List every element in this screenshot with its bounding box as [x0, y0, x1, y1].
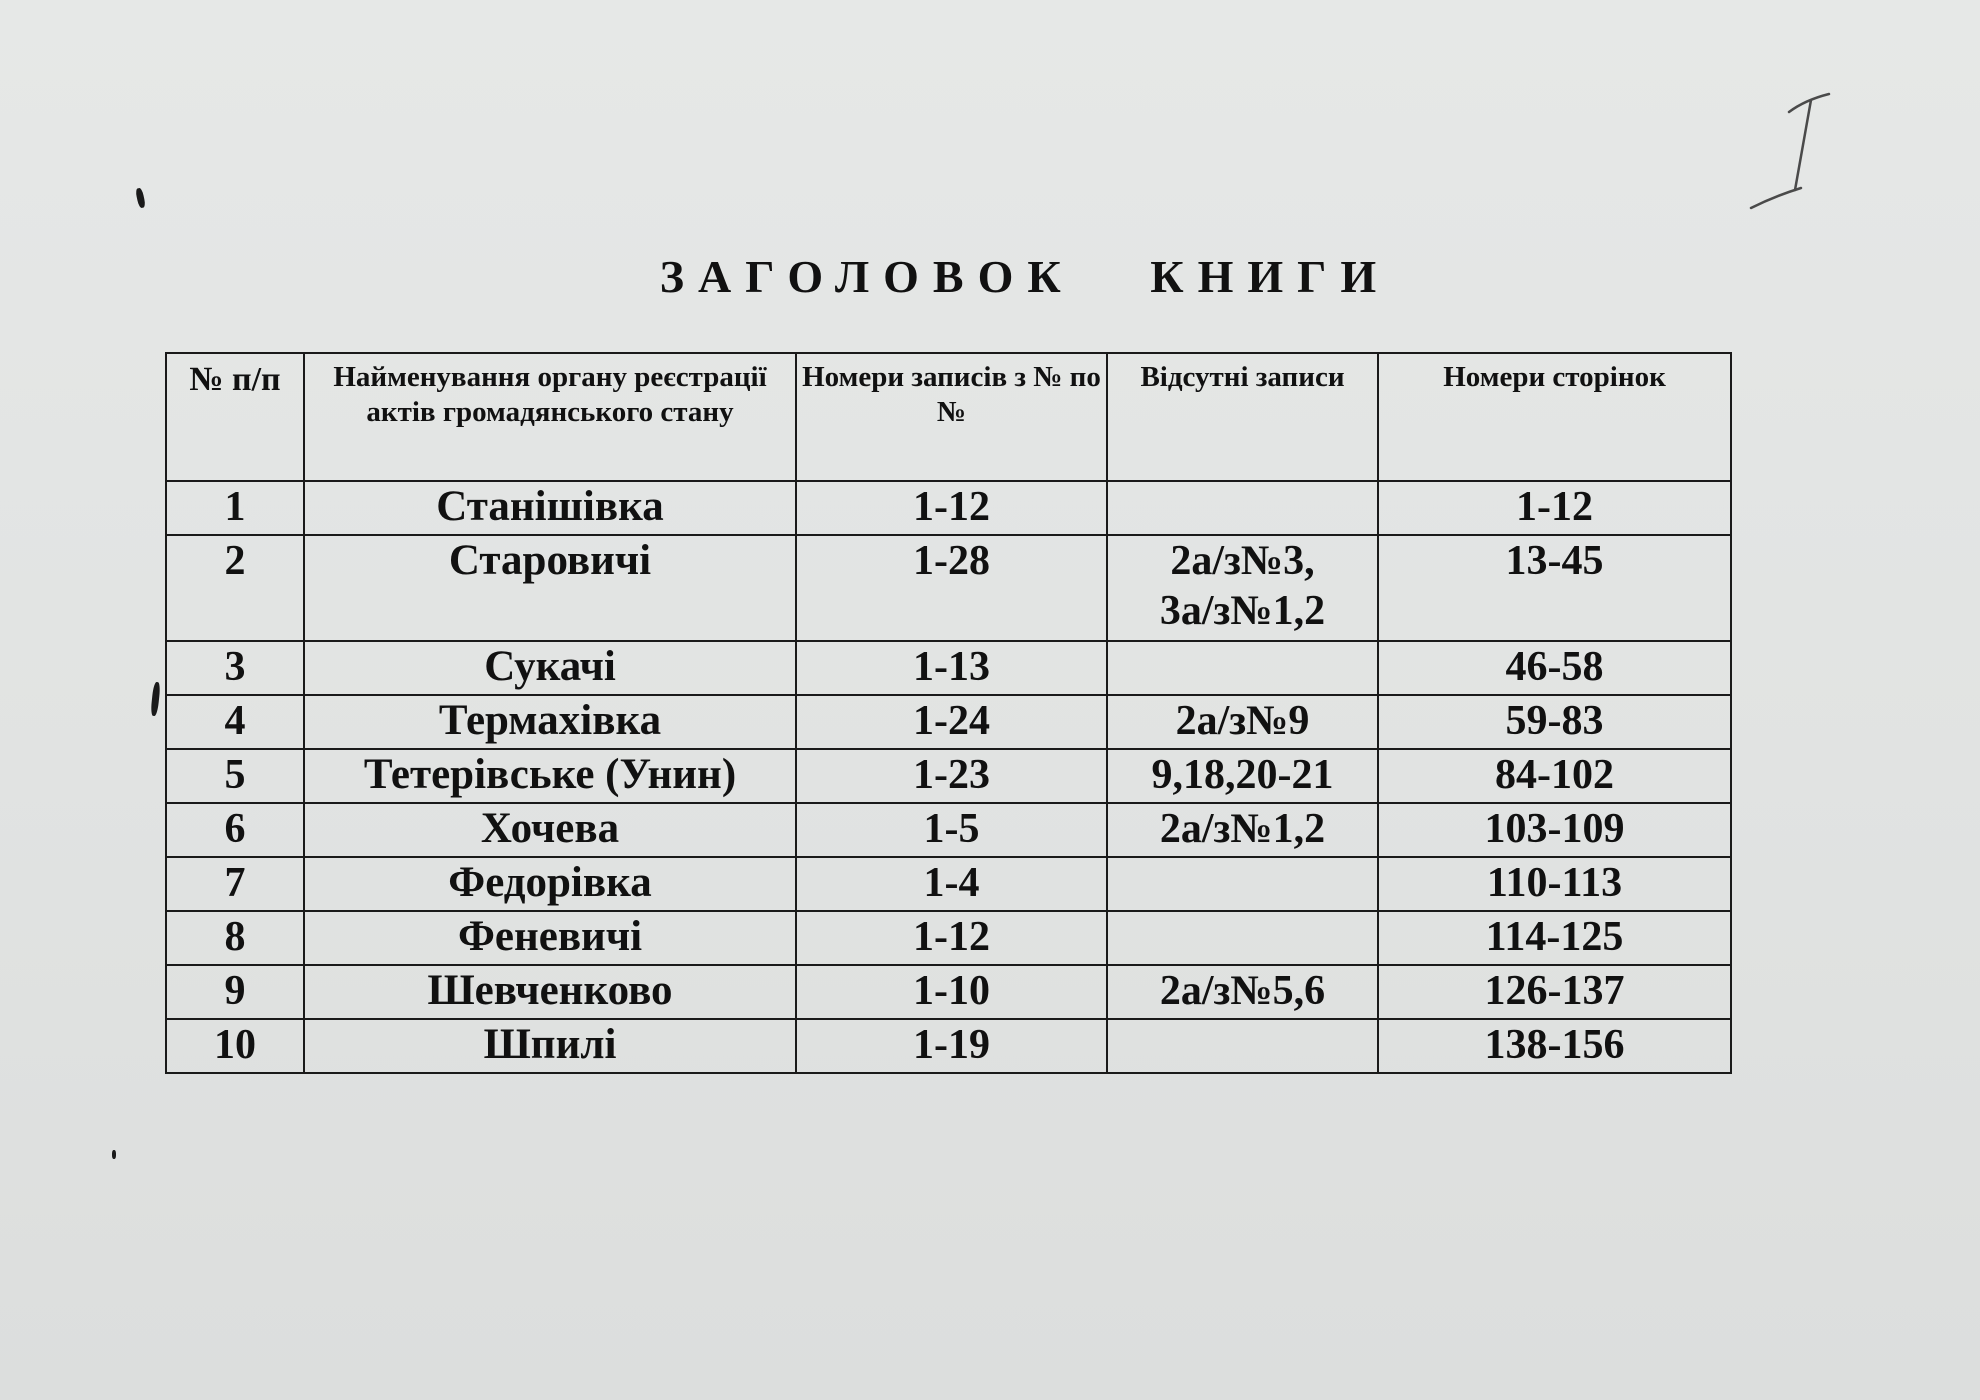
registry-name: Термахівка	[304, 695, 796, 749]
table-row	[166, 803, 1731, 857]
record-range: 1-5	[796, 803, 1107, 857]
record-range: 1-28	[796, 535, 1107, 641]
table-row	[166, 481, 1731, 535]
row-number: 5	[166, 749, 304, 803]
record-range: 1-23	[796, 749, 1107, 803]
registry-name: Федорівка	[304, 857, 796, 911]
row-number: 7	[166, 857, 304, 911]
row-number: 8	[166, 911, 304, 965]
page-range: 13-45	[1378, 535, 1731, 641]
missing-records-text: 2а/з№9	[1175, 698, 1310, 744]
page-range: 59-83	[1378, 695, 1731, 749]
row-number: 2	[166, 535, 304, 641]
table-row	[166, 1019, 1731, 1073]
missing-records	[1107, 749, 1378, 803]
missing-records	[1107, 641, 1378, 695]
row-number: 4	[166, 695, 304, 749]
record-range: 1-13	[796, 641, 1107, 695]
table-row	[166, 535, 1731, 641]
missing-records-text: 2а/з№5,6	[1159, 968, 1326, 1014]
missing-records-text: 9,18,20-21	[1151, 752, 1334, 798]
page-range: 84-102	[1378, 749, 1731, 803]
ink-speck	[112, 1150, 116, 1159]
header-row	[166, 353, 1731, 481]
column-header-missing-records: Відсутні записи	[1107, 353, 1378, 481]
missing-records	[1107, 535, 1378, 641]
ink-speck	[150, 682, 161, 717]
register-table	[165, 352, 1732, 1074]
missing-records-text: 2а/з№1,2	[1159, 806, 1326, 852]
row-number: 1	[166, 481, 304, 535]
missing-records	[1107, 911, 1378, 965]
page-range: 103-109	[1378, 803, 1731, 857]
registry-name: Тетерівське (Унин)	[304, 749, 796, 803]
page-range: 126-137	[1378, 965, 1731, 1019]
missing-records-line-1: 2а/з№3,	[1170, 538, 1315, 584]
row-number: 10	[166, 1019, 304, 1073]
table-row	[166, 965, 1731, 1019]
table-row	[166, 749, 1731, 803]
registry-name: Старовичі	[304, 535, 796, 641]
table-row	[166, 911, 1731, 965]
row-number: 3	[166, 641, 304, 695]
table-row	[166, 857, 1731, 911]
registry-name: Шпилі	[304, 1019, 796, 1073]
document-title: ЗАГОЛОВОК КНИГИ	[659, 251, 1391, 302]
table-row	[166, 695, 1731, 749]
page-range: 46-58	[1378, 641, 1731, 695]
page-range: 114-125	[1378, 911, 1731, 965]
column-header-registry-name: Найменування органу реєстрації актів громадянського стану	[304, 353, 796, 481]
record-range: 1-12	[796, 911, 1107, 965]
record-range: 1-4	[796, 857, 1107, 911]
table-row	[166, 641, 1731, 695]
column-header-page-numbers: Номери сторінок	[1378, 353, 1731, 481]
registry-name: Станішівка	[304, 481, 796, 535]
registry-name: Сукачі	[304, 641, 796, 695]
missing-records	[1107, 857, 1378, 911]
record-range: 1-19	[796, 1019, 1107, 1073]
page-range: 138-156	[1378, 1019, 1731, 1073]
registry-name: Хочева	[304, 803, 796, 857]
column-header-record-numbers: Номери записів з № по №	[796, 353, 1107, 481]
record-range: 1-12	[796, 481, 1107, 535]
missing-records-line-2: 3а/з№1,2	[1159, 588, 1326, 634]
missing-records	[1107, 1019, 1378, 1073]
page-range: 110-113	[1378, 857, 1731, 911]
missing-records	[1107, 803, 1378, 857]
missing-records	[1107, 481, 1378, 535]
column-header-number: № п/п	[166, 353, 304, 481]
handwritten-page-number	[1745, 90, 1835, 220]
row-number: 9	[166, 965, 304, 1019]
registry-name: Шевченково	[304, 965, 796, 1019]
ink-speck	[135, 187, 146, 208]
record-range: 1-10	[796, 965, 1107, 1019]
row-number: 6	[166, 803, 304, 857]
record-range: 1-24	[796, 695, 1107, 749]
missing-records	[1107, 965, 1378, 1019]
page-range: 1-12	[1378, 481, 1731, 535]
missing-records	[1107, 695, 1378, 749]
registry-name: Феневичі	[304, 911, 796, 965]
